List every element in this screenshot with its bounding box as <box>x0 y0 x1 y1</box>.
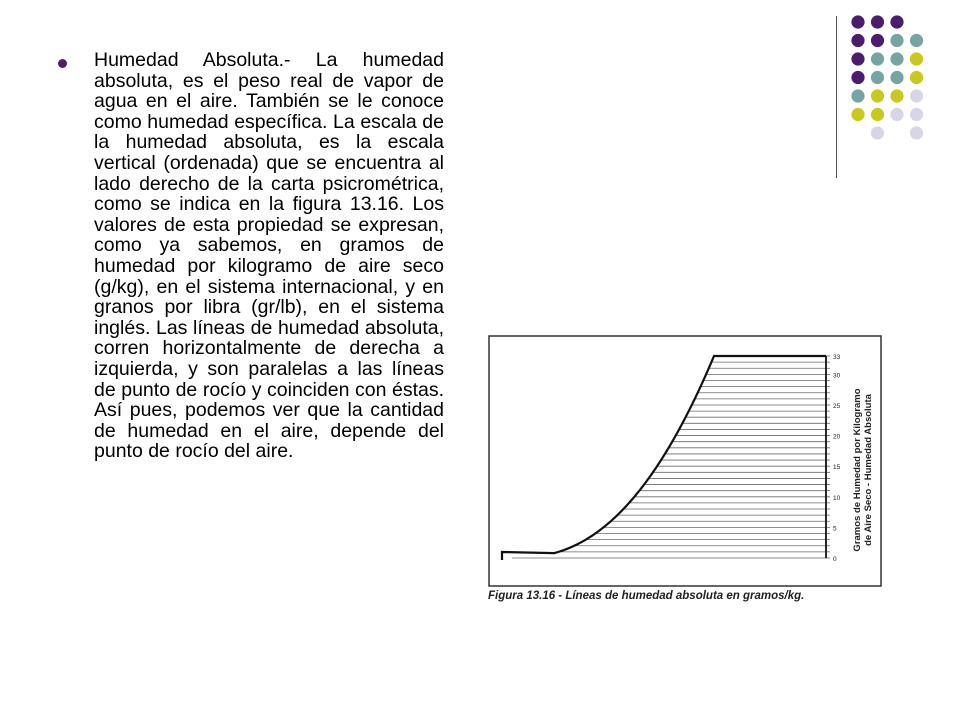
decorative-dot <box>871 15 884 28</box>
tick-label: 5 <box>833 525 837 533</box>
decorative-dot <box>910 52 923 65</box>
bullet-dot-icon <box>58 59 67 68</box>
decorative-dot <box>910 126 923 139</box>
axis-title-line-1: Gramos de Humedad por Kilogramo <box>852 388 863 552</box>
decorative-dot <box>871 126 884 139</box>
decorative-dot <box>851 71 864 84</box>
figure-caption: Figura 13.16 - Líneas de humedad absoluta en gramos/kg. <box>488 590 805 602</box>
decorative-dot <box>910 34 923 47</box>
decorative-dot-grid <box>836 14 956 184</box>
tick-label: 10 <box>833 494 841 502</box>
decorative-dot <box>890 15 903 28</box>
decorative-dot <box>910 71 923 84</box>
body-paragraph: Humedad Absoluta.- La humedad absoluta, es el peso real de vapor de agua en el aire. También se le conoce como humedad específica. La escala de la humedad absoluta, es la escala vertical (ordenada) que se encuentra al lado derecho de la carta psicrométrica, como se indica en la figura 13.16. Los valores de esta propiedad se expresan, como ya sabemos, en gramos de humedad por kilogramo de aire seco (g/kg), en el sistema internacional, y en granos por libra (gr/lb), en el sistema inglés. Las líneas de humedad absoluta, corren horizontalmente de derecha a izquierda, y son paralelas a las líneas de punto de rocío y coinciden con éstas. Así pues, podemos ver que la cantidad de humedad en el aire, depende del punto de rocío del aire. <box>94 49 444 463</box>
decorative-dot <box>910 89 923 102</box>
decorative-dot <box>851 108 864 121</box>
decorative-dot <box>871 71 884 84</box>
decorative-dot <box>890 108 903 121</box>
tick-label: 33 <box>833 354 841 361</box>
decorative-dot <box>890 34 903 47</box>
decorative-dot <box>890 71 903 84</box>
decorative-dot <box>851 34 864 47</box>
decorative-dot <box>871 52 884 65</box>
decorative-dot <box>851 52 864 65</box>
decorative-dot <box>910 108 923 121</box>
decorative-dot <box>851 15 864 28</box>
tick-label: 30 <box>833 372 841 380</box>
figure-frame <box>489 336 881 586</box>
axis-title-line-2: de Aire Seco - Humedad Absoluta <box>863 394 874 546</box>
tick-label: 25 <box>833 402 841 410</box>
decorative-dot <box>890 52 903 65</box>
decorative-dot <box>890 89 903 102</box>
decorative-dot <box>871 89 884 102</box>
decorative-dot <box>871 108 884 121</box>
tick-label: 15 <box>833 464 841 472</box>
decorative-dot <box>871 34 884 47</box>
tick-label: 0 <box>833 556 837 563</box>
tick-label: 20 <box>833 433 841 441</box>
figure-13-16-chart <box>486 334 886 610</box>
decorative-dot <box>851 89 864 102</box>
bullet-item <box>58 50 444 462</box>
